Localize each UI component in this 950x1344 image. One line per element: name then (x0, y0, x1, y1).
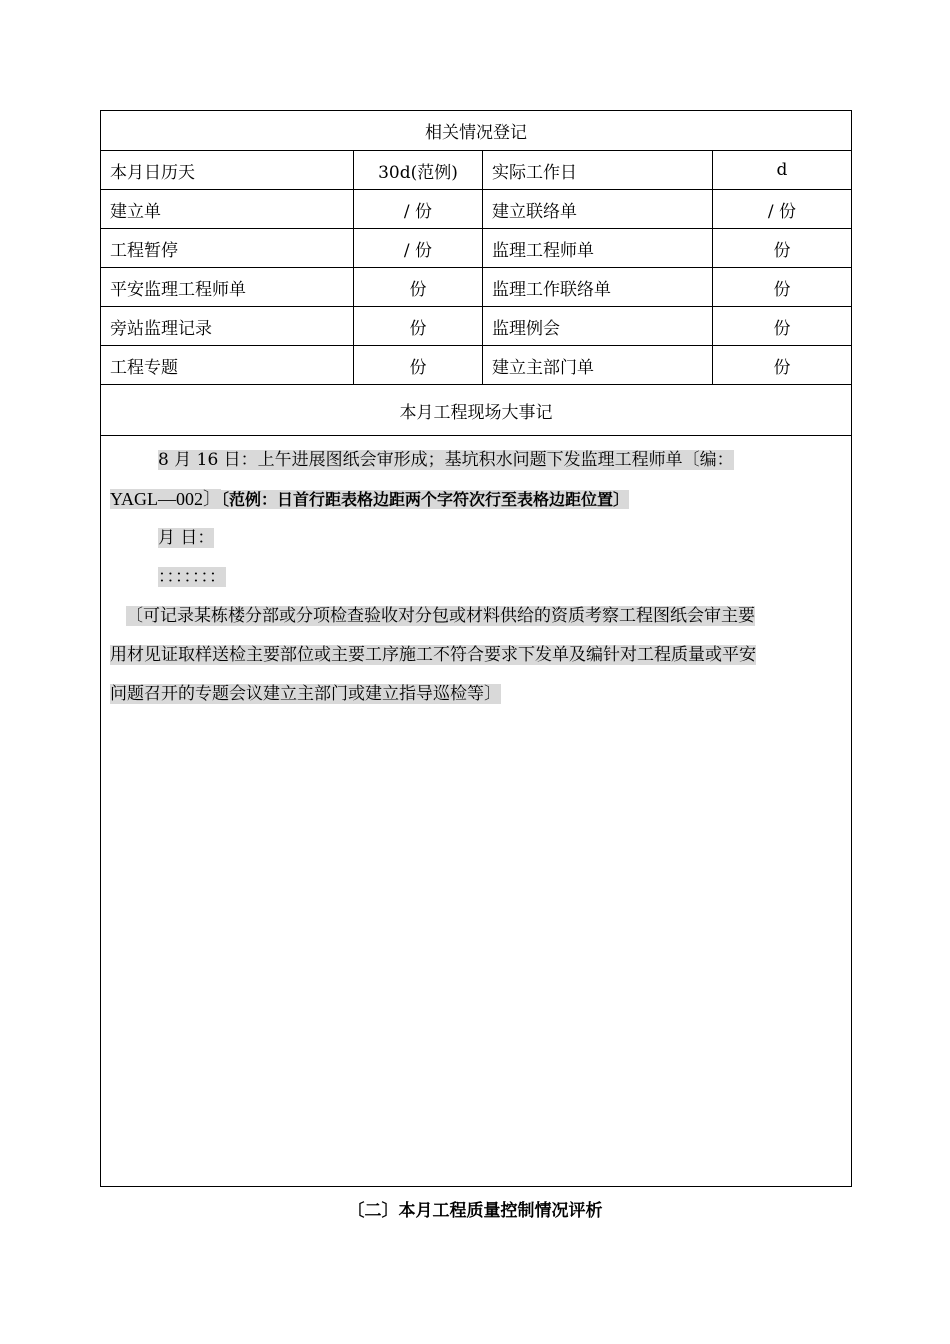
row-value: / 份 (713, 190, 852, 229)
row-value: d (713, 151, 852, 190)
row-value: 份 (354, 346, 483, 385)
row-value: 份 (354, 307, 483, 346)
row-value: 份 (713, 268, 852, 307)
row-label: 旁站监理记录 (101, 307, 354, 346)
table-title: 相关情况登记 (101, 111, 852, 151)
row-label: 本月日历天 (101, 151, 354, 190)
table-row (101, 268, 852, 307)
row-value: 30d(范例) (354, 151, 483, 190)
table-row (101, 307, 852, 346)
event-entry-continued: YAGL—002〕〔范例：日首行距表格边距两个字符次行至表格边距位置〕 (110, 489, 630, 509)
event-entry: 8 月 16 日：上午进展图纸会审形成；基坑积水问题下发监理工程师单〔编： (158, 450, 734, 470)
note-line: 〔可记录某栋楼分部或分项检查验收对分包或材料供给的资质考察工程图纸会审主要 (126, 606, 755, 626)
table-row (101, 346, 852, 385)
row-label: 平安监理工程师单 (101, 268, 354, 307)
events-content (101, 436, 852, 1187)
row-label: 工程暂停 (101, 229, 354, 268)
table-row (101, 151, 852, 190)
row-value: 份 (354, 268, 483, 307)
row-value: 份 (713, 307, 852, 346)
row-label: 建立单 (101, 190, 354, 229)
event-date-placeholder: 月 日： (158, 528, 215, 548)
row-value: 份 (713, 346, 852, 385)
row-label: 监理工作联络单 (483, 268, 713, 307)
event-ellipsis: ：：：：：：： (158, 567, 226, 587)
situation-register-table (100, 110, 852, 1187)
note-line: 问题召开的专题会议建立主部门或建立指导巡检等〕 (110, 684, 501, 704)
row-label: 监理例会 (483, 307, 713, 346)
row-value: / 份 (354, 229, 483, 268)
row-label: 工程专题 (101, 346, 354, 385)
row-value: / 份 (354, 190, 483, 229)
events-title: 本月工程现场大事记 (101, 385, 852, 436)
row-label: 建立联络单 (483, 190, 713, 229)
row-label: 建立主部门单 (483, 346, 713, 385)
table-row (101, 190, 852, 229)
row-label: 监理工程师单 (483, 229, 713, 268)
table-row (101, 229, 852, 268)
row-label: 实际工作日 (483, 151, 713, 190)
section-heading: 〔二〕本月工程质量控制情况评析 (347, 1201, 603, 1221)
note-line: 用材见证取样送检主要部位或主要工序施工不符合要求下发单及编针对工程质量或平安 (110, 645, 756, 665)
row-value: 份 (713, 229, 852, 268)
